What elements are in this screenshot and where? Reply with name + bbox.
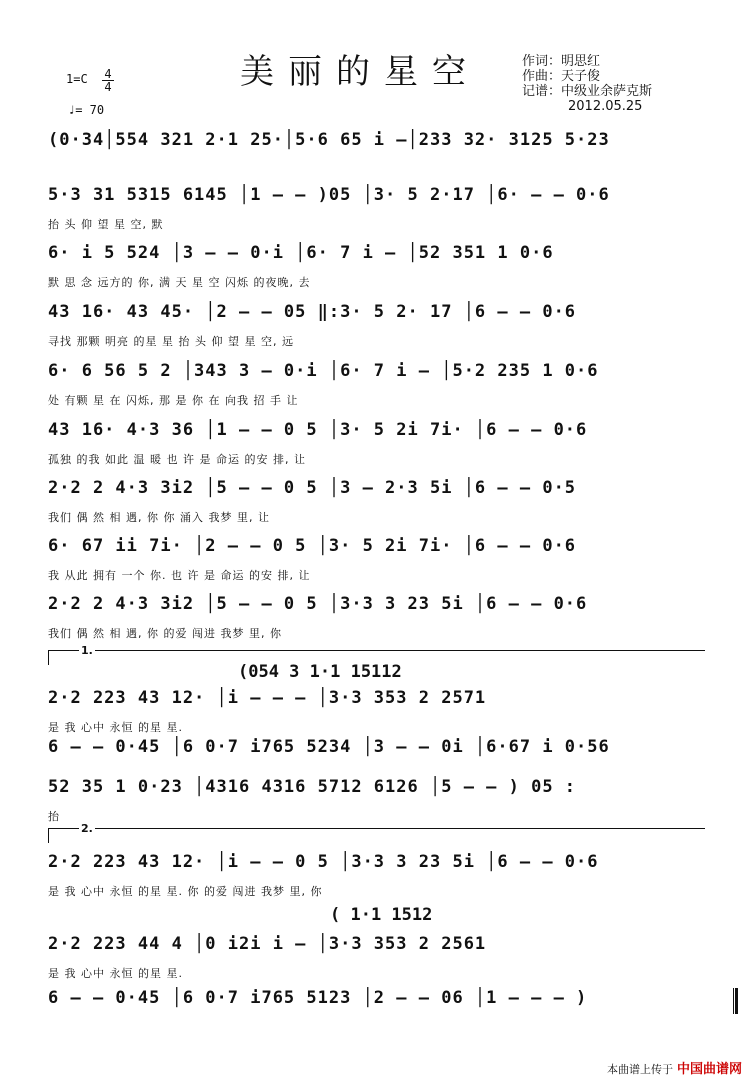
notes: 2·2 223 43 12· │i – – 0 5 │3·3 3 23 5i │6 – – 0·6 (48, 852, 599, 872)
score-row-13 (48, 852, 738, 908)
counter-melody: (054 3 1·1 15112 (238, 662, 402, 682)
score-row-6 (48, 420, 738, 476)
score-row-14 (48, 934, 738, 990)
volta-second-ending: 2. (48, 828, 705, 843)
notes: 6· i 5 524 │3 – – 0·i │6· 7 i – │52 351 1 0·6 (48, 243, 554, 263)
counter-melody: ( 1·1 1512 (330, 905, 433, 925)
notes: 52 35 1 0·23 │4316 4316 5712 6126 │5 – – ) 05 : (48, 777, 577, 797)
score-row-15 (48, 988, 738, 1044)
composer: 作曲：天子俊 (522, 69, 601, 84)
lyrics: 我们 偶 然 相 遇, 你 的爱 闯进 我梦 里, 你 (48, 627, 282, 640)
score-row-1 (48, 130, 738, 186)
key-signature: 1=C 4 4 (66, 72, 88, 86)
lyrics: 我 从此 拥有 一个 你. 也 许 是 命运 的安 排, 让 (48, 569, 311, 582)
notes: 2·2 2 4·3 3i2 │5 – – 0 5 │3·3 3 23 5i │6 – – 0·6 (48, 594, 588, 614)
transcriber: 记谱：中级业余萨克斯 (522, 84, 653, 99)
notes: (0·34│554 321 2·1 25·│5·6 65 i –│233 32· 3125 5·23 (48, 130, 610, 150)
notes: 6 – – 0·45 │6 0·7 i765 5123 │2 – – 06 │1 – – – ) (48, 988, 588, 1008)
notes: 2·2 2 4·3 3i2 │5 – – 0 5 │3 – 2·3 5i │6 – – 0·5 (48, 478, 577, 498)
notes: 6· 6 56 5 2 │343 3 – 0·i │6· 7 i – │5·2 235 1 0·6 (48, 361, 599, 381)
lyrics: 处 有颗 星 在 闪烁, 那 是 你 在 向我 招 手 让 (48, 394, 299, 407)
score-row-8 (48, 536, 738, 592)
lyrics: 默 思 念 远方的 你, 满 天 星 空 闪烁 的夜晚, 去 (48, 276, 311, 289)
lyricist: 作词：明思红 (522, 54, 601, 69)
song-title: 美丽的星空 (240, 52, 480, 92)
lyrics: 孤独 的我 如此 温 暖 也 许 是 命运 的安 排, 让 (48, 453, 306, 466)
notes: 2·2 223 44 4 │0 i2i i – │3·3 353 2 2561 (48, 934, 487, 954)
notes: 2·2 223 43 12· │i – – – │3·3 353 2 2571 (48, 688, 487, 708)
site-logo[interactable]: 中国曲谱网 (676, 1062, 742, 1077)
lyrics: 是 我 心中 永恒 的星 星. 你 的爱 闯进 我梦 里, 你 (48, 885, 323, 898)
lyrics: 是 我 心中 永恒 的星 星. (48, 967, 183, 980)
score-row-2 (48, 185, 738, 241)
lyrics: 是 我 心中 永恒 的星 星. (48, 721, 183, 734)
credits (522, 54, 652, 114)
lyrics: 抬 (48, 810, 60, 823)
notes: 43 16· 43 45· │2 – – 05 ‖:3· 5 2· 17 │6 – – 0·6 (48, 302, 577, 322)
volta-first-ending: 1. (48, 650, 705, 665)
lyrics: 我们 偶 然 相 遇, 你 你 涌入 我梦 里, 让 (48, 511, 270, 524)
date: 2012.05.25 (568, 99, 643, 114)
lyrics: 寻找 那颗 明亮 的星 星 抬 头 仰 望 星 空, 远 (48, 335, 294, 348)
lyrics: 抬 头 仰 望 星 空, 默 (48, 218, 164, 231)
tempo-marking: ♩= 70 (68, 103, 105, 117)
score-row-12 (48, 777, 738, 833)
notes: 43 16· 4·3 36 │1 – – 0 5 │3· 5 2i 7i· │6 – – 0·6 (48, 420, 588, 440)
time-signature: 4 4 (102, 68, 114, 93)
notes: 5·3 31 5315 6145 │1 – – )05 │3· 5 2·17 │6· – – 0·6 (48, 185, 610, 205)
score-row-9 (48, 594, 738, 650)
score-row-10 (48, 688, 738, 744)
footer-credit: 本曲谱上传于 中国曲谱网 (606, 1062, 742, 1077)
score-row-5 (48, 361, 738, 417)
final-barline (733, 988, 738, 1014)
notes: 6 – – 0·45 │6 0·7 i765 5234 │3 – – 0i │6·67 i 0·56 (48, 737, 610, 757)
score-row-4 (48, 302, 738, 358)
notes: 6· 67 ii 7i· │2 – – 0 5 │3· 5 2i 7i· │6 – – 0·6 (48, 536, 577, 556)
score-row-3 (48, 243, 738, 299)
score-row-7 (48, 478, 738, 534)
